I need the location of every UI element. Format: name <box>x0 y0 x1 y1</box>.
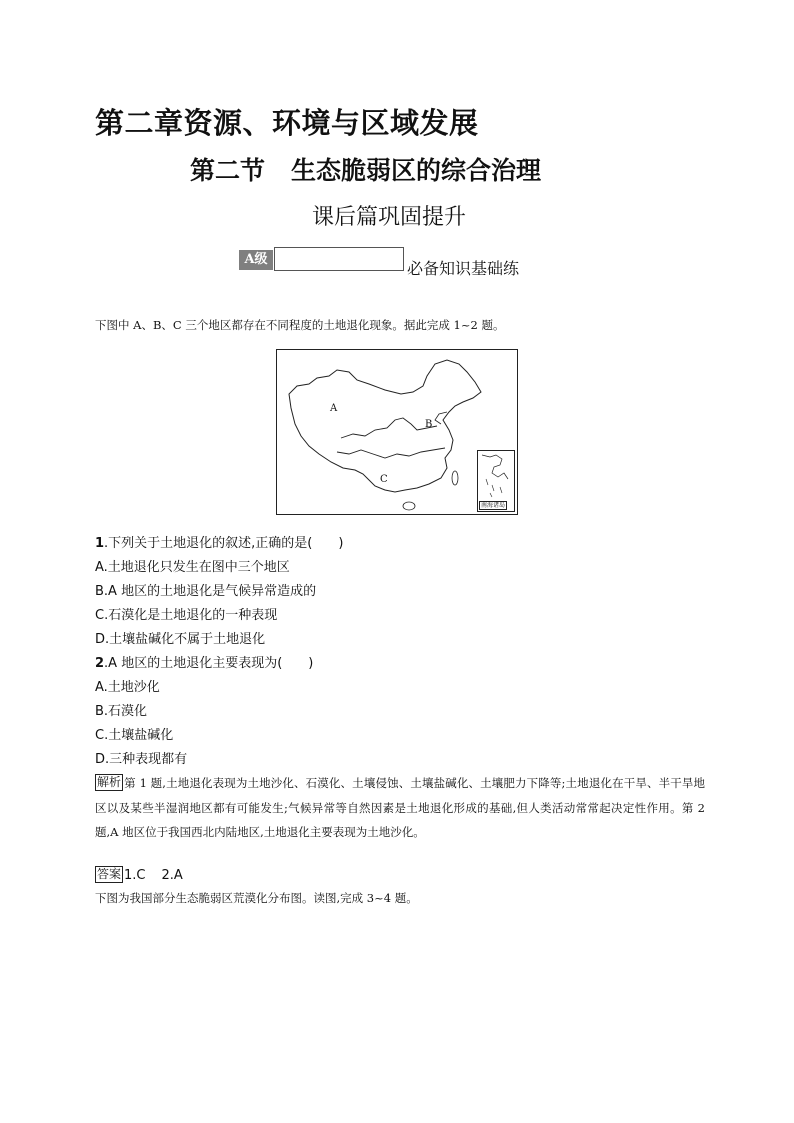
question-1-option-d: D.土壤盐碱化不属于土地退化 <box>95 632 266 647</box>
question-1-option-a: A.土地退化只发生在图中三个地区 <box>95 560 290 575</box>
question-1-number: 1 <box>95 536 105 551</box>
china-map-figure <box>276 349 518 515</box>
intro-text-q1-2: 下图中 A、B、C 三个地区都存在不同程度的土地退化现象。据此完成 1~2 题。 <box>95 318 505 332</box>
level-label: 必备知识基础练 <box>407 259 520 278</box>
question-2-text: .A 地区的土地退化主要表现为( ) <box>104 656 314 671</box>
question-2-option-a: A.土地沙化 <box>95 680 160 695</box>
analysis-text: 第 1 题,土地退化表现为土地沙化、石漠化、土壤侵蚀、土壤盐碱化、土壤肥力下降等;土地退化在干旱、半干旱地区以及某些半湿润地区都有可能发生;气候异常等自然因素是土地退化形成的基础,但人类活动常常起决定性作用。第 2 题,A 地区位于我国西北内陆地区,土地退化主要表现为土地沙化。 <box>95 776 705 839</box>
question-2-number: 2 <box>95 656 105 671</box>
answer-block <box>95 866 183 883</box>
answer-tag: 答案 <box>97 867 122 881</box>
level-box <box>274 247 404 271</box>
map-label-b: B <box>425 419 433 430</box>
question-1-option-b: B.A 地区的土地退化是气候异常造成的 <box>95 584 317 599</box>
sub-title: 课后篇巩固提升 <box>312 205 467 230</box>
question-1-option-c: C.石漠化是土地退化的一种表现 <box>95 608 278 623</box>
section-title <box>190 151 541 187</box>
question-2-option-c: C.土壤盐碱化 <box>95 728 174 743</box>
analysis-tag: 解析 <box>97 775 122 789</box>
section-name: 生态脆弱区的综合治理 <box>291 156 542 185</box>
answer-2: 2.A <box>161 868 183 883</box>
analysis-block <box>95 771 705 845</box>
south-china-sea-inset <box>477 450 515 512</box>
inset-map-outline <box>478 451 514 501</box>
section-number: 第二节 <box>190 156 266 185</box>
question-1-text: .下列关于土地退化的叙述,正确的是( ) <box>104 536 344 551</box>
question-2-option-b: B.石漠化 <box>95 704 148 719</box>
question-1-stem <box>95 532 343 551</box>
question-2-stem <box>95 652 313 671</box>
level-badge: A级 <box>239 250 273 270</box>
answer-1: 1.C <box>124 868 146 883</box>
map-label-a: A <box>330 403 338 414</box>
map-label-c: C <box>380 474 388 485</box>
question-2-option-d: D.三种表现都有 <box>95 752 188 767</box>
chapter-title: 第二章资源、环境与区域发展 <box>95 106 479 140</box>
inset-label: 南海诸岛 <box>481 502 506 509</box>
intro-text-q3-4: 下图为我国部分生态脆弱区荒漠化分布图。读图,完成 3~4 题。 <box>95 891 418 905</box>
